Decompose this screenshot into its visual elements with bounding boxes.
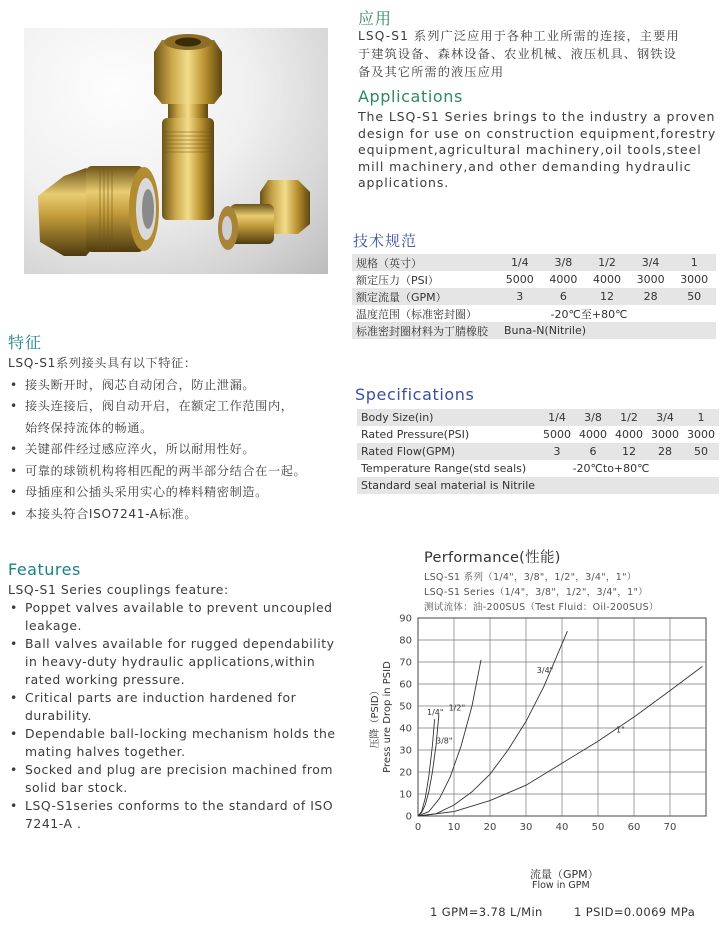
list-item (8, 375, 348, 397)
cell: 12 (611, 443, 647, 460)
feature-text: 关键部件经过感应淬火，所以耐用性好。 (25, 442, 256, 456)
conversion-psid: 1 PSID=0.0069 MPa (574, 905, 696, 919)
text-line: equipment,agricultural machinery,oil tools,steel (358, 142, 702, 157)
feature-text: 接头断开时，阀芯自动闭合，防止泄漏。 (25, 377, 256, 392)
text-line: mill machinery,and other demanding hydraulic (358, 158, 692, 174)
cell: 5000 (539, 426, 575, 443)
row-label: Temperature Range(std seals) (357, 460, 539, 477)
y-tick-label: 60 (399, 679, 412, 691)
bullet: • (10, 690, 18, 705)
y-tick-label: 10 (399, 789, 412, 801)
spec-row-pressure (357, 426, 719, 443)
bullet: • (10, 399, 18, 413)
list-item (8, 761, 348, 797)
cell: 12 (585, 288, 629, 305)
feature-line: leakage. (25, 618, 83, 633)
spec-row-flow (352, 288, 716, 305)
x-tick-label: 70 (663, 822, 677, 833)
feature-line: durability. (25, 708, 93, 723)
list-item (8, 635, 348, 689)
y-tick-label: 0 (405, 811, 412, 823)
list-item (8, 504, 348, 526)
features-intro: LSQ-S1系列接头具有以下特征： (8, 356, 197, 370)
bullet: • (10, 762, 18, 777)
feature-line: Ball valves available for rugged dependability (25, 636, 335, 651)
cn-feature-list (8, 375, 348, 526)
plug (218, 180, 310, 250)
en-feature-list (8, 599, 348, 833)
cell: 4000 (585, 271, 629, 288)
feature-line: Socked and plug are precision machined from (25, 762, 333, 777)
row-label: Body Size(in) (357, 409, 539, 426)
bullet: • (10, 506, 18, 521)
text-line: LSQ-S1 系列广泛应用于各种工业所需的连接，主要用 (358, 29, 680, 43)
spec-row-temperature (352, 305, 716, 322)
list-item (8, 482, 348, 504)
x-tick-label: 60 (627, 822, 641, 833)
cell: 3 (498, 288, 542, 305)
text-line: applications. (358, 175, 450, 190)
cell: Buna-N(Nitrile) (498, 322, 716, 339)
performance-chart (360, 612, 716, 848)
feature-text: 可靠的球锁机构将相匹配的两半部分结合在一起。 (25, 463, 307, 478)
list-item (8, 689, 348, 725)
feature-line: solid bar stock. (25, 780, 128, 795)
performance-title: Performance(性能) (424, 550, 561, 566)
y-tick-label: 40 (399, 723, 412, 735)
chart-curves (418, 631, 702, 816)
bullet: • (10, 463, 18, 478)
list-item (8, 439, 348, 461)
cell: 6 (542, 288, 586, 305)
feature-line: Critical parts are induction hardened for (25, 690, 297, 705)
list-item (8, 797, 348, 833)
x-tick-label: 30 (519, 822, 533, 833)
feature-line: LSQ-S1series conforms to the standard of ISO (25, 798, 334, 813)
cell: 1/2 (585, 254, 629, 271)
socket-vertical (154, 34, 222, 220)
cell: 3000 (647, 426, 683, 443)
feature-line: 7241-A . (25, 816, 82, 831)
conversion-gpm: 1 GPM=3.78 L/Min (430, 905, 543, 919)
row-label: 规格（英寸） (352, 254, 498, 271)
list-item (8, 725, 348, 761)
cell: 3000 (629, 271, 673, 288)
axis-ticks (399, 614, 676, 834)
feature-line: mating halves together. (25, 744, 186, 759)
spec-row-seal (357, 477, 719, 494)
y-tick-label: 50 (399, 701, 412, 713)
row-label: 额定流量（GPM） (352, 288, 498, 305)
x-axis-label-en: Flow in GPM (532, 880, 590, 891)
chart-grid (418, 618, 706, 816)
feature-text: 本接头符合ISO7241-A标准。 (25, 506, 198, 521)
cell: 28 (629, 288, 673, 305)
cell: 6 (575, 443, 611, 460)
feature-text: 母插座和公插头采用实心的棒料精密制造。 (25, 485, 268, 499)
x-axis-label-cn: 流量（GPM） (530, 868, 599, 881)
cn-application-text (358, 27, 714, 81)
x-tick-label: 50 (591, 822, 605, 833)
bullet: • (10, 726, 18, 741)
cell: -20℃to+80℃ (539, 460, 719, 477)
y-tick-label: 20 (399, 767, 412, 779)
series-label: 3/4" (536, 666, 554, 675)
y-tick-label: 90 (399, 613, 412, 625)
cn-application-title: 应用 (358, 9, 393, 28)
cell: 3/8 (542, 254, 586, 271)
cell: 3000 (672, 271, 716, 288)
cell: -20℃至+80℃ (498, 305, 716, 322)
list-item (8, 396, 348, 418)
en-spec-title: Specifications (355, 385, 475, 404)
product-photo (24, 28, 328, 274)
feature-line: Dependable ball-locking mechanism holds the (25, 726, 336, 741)
cell: 50 (683, 443, 719, 460)
text-line: design for use on construction equipment,forestry (358, 125, 717, 141)
feature-text: 接头连接后，阀自动开启，在额定工作范围内， (25, 399, 294, 413)
series-label: 3/8" (436, 736, 453, 746)
cell: 1/4 (539, 409, 575, 426)
spec-row-pressure (352, 271, 716, 288)
series-line (418, 715, 439, 816)
en-application-title: Applications (358, 87, 463, 106)
bullet: • (10, 600, 18, 615)
y-axis-label-cn: 压降（PSID） (370, 685, 381, 749)
list-item-continuation (8, 418, 348, 440)
row-label: Standard seal material is Nitrile (357, 477, 539, 494)
feature-text: 始终保持流体的畅通。 (25, 420, 153, 435)
cell: 4000 (542, 271, 586, 288)
spec-row-size (357, 409, 719, 426)
row-label: Rated Pressure(PSI) (357, 426, 539, 443)
spec-row-size (352, 254, 716, 271)
bullet: • (10, 442, 18, 456)
series-label: 1/2" (448, 703, 466, 713)
row-label: Rated Flow(GPM) (357, 443, 539, 460)
series-line (418, 631, 567, 816)
row-label: 额定压力（PSI） (352, 271, 498, 288)
cell: 3/4 (629, 254, 673, 271)
spec-row-seal (352, 322, 716, 339)
bullet: • (10, 636, 18, 651)
en-application-text (358, 109, 718, 192)
text-line: 备及其它所需的液压应用 (358, 65, 505, 79)
list-item (8, 461, 348, 483)
y-tick-label: 70 (399, 657, 412, 669)
cell: 5000 (498, 271, 542, 288)
cell: 4000 (575, 426, 611, 443)
series-label: 1/4" (427, 707, 444, 717)
features-intro: LSQ-S1 Series couplings feature: (8, 582, 229, 597)
performance-subtitle-en: LSQ-S1 Series（1/4"，3/8"，1/2"，3/4"，1"） (424, 587, 648, 598)
en-features-title: Features (8, 560, 81, 579)
y-axis-label-en: Press ure Drop in PSID (382, 661, 393, 773)
performance-test-fluid: 测试流体：油-200SUS（Test Fluid：Oil-200SUS） (424, 602, 659, 613)
cell: 1 (672, 254, 716, 271)
cell: 1/4 (498, 254, 542, 271)
spec-row-temperature (357, 460, 719, 477)
cell: 3/4 (647, 409, 683, 426)
y-tick-label: 30 (399, 745, 412, 757)
en-spec-table (357, 409, 719, 494)
row-label: 温度范围（标准密封圈） (352, 305, 498, 322)
y-tick-label: 80 (399, 635, 412, 647)
x-tick-label: 10 (447, 822, 461, 833)
cn-features-title: 特征 (8, 333, 43, 352)
cell: 3/8 (575, 409, 611, 426)
series-label: 1" (616, 725, 625, 735)
performance-subtitle-cn: LSQ-S1 系列（1/4"，3/8"，1/2"，3/4"，1"） (424, 572, 637, 583)
cell: 4000 (611, 426, 647, 443)
feature-line: Poppet valves available to prevent uncoupled (25, 600, 333, 615)
cell: 3 (539, 443, 575, 460)
feature-line: rated working pressure. (25, 672, 186, 687)
cn-spec-table (352, 254, 716, 339)
x-tick-label: 0 (414, 822, 422, 833)
cell: 1/2 (611, 409, 647, 426)
cell: 3000 (683, 426, 719, 443)
x-tick-label: 20 (483, 822, 497, 833)
bullet: • (10, 377, 18, 392)
cn-features (8, 353, 348, 525)
text-line: 于建筑设备、森林设备、农业机械、液压机具、钢铁设 (358, 47, 677, 61)
series-line (418, 666, 702, 816)
text-line: The LSQ-S1 Series brings to the industry a proven (358, 109, 716, 124)
x-tick-label: 40 (555, 822, 569, 833)
cell: 28 (647, 443, 683, 460)
spec-row-flow (357, 443, 719, 460)
cell: 50 (672, 288, 716, 305)
feature-line: in heavy-duty hydraulic applications,within (25, 654, 316, 669)
cn-spec-title: 技术规范 (353, 232, 418, 250)
cell (539, 477, 719, 494)
coupling-illustration (24, 28, 328, 274)
cell: 1 (683, 409, 719, 426)
socket-horizontal (38, 166, 159, 256)
row-label: 标准密封圈材料为丁腈橡胶 (352, 322, 498, 339)
bullet: • (10, 798, 18, 813)
list-item (8, 599, 348, 635)
en-features (8, 581, 348, 833)
bullet: • (10, 485, 18, 499)
